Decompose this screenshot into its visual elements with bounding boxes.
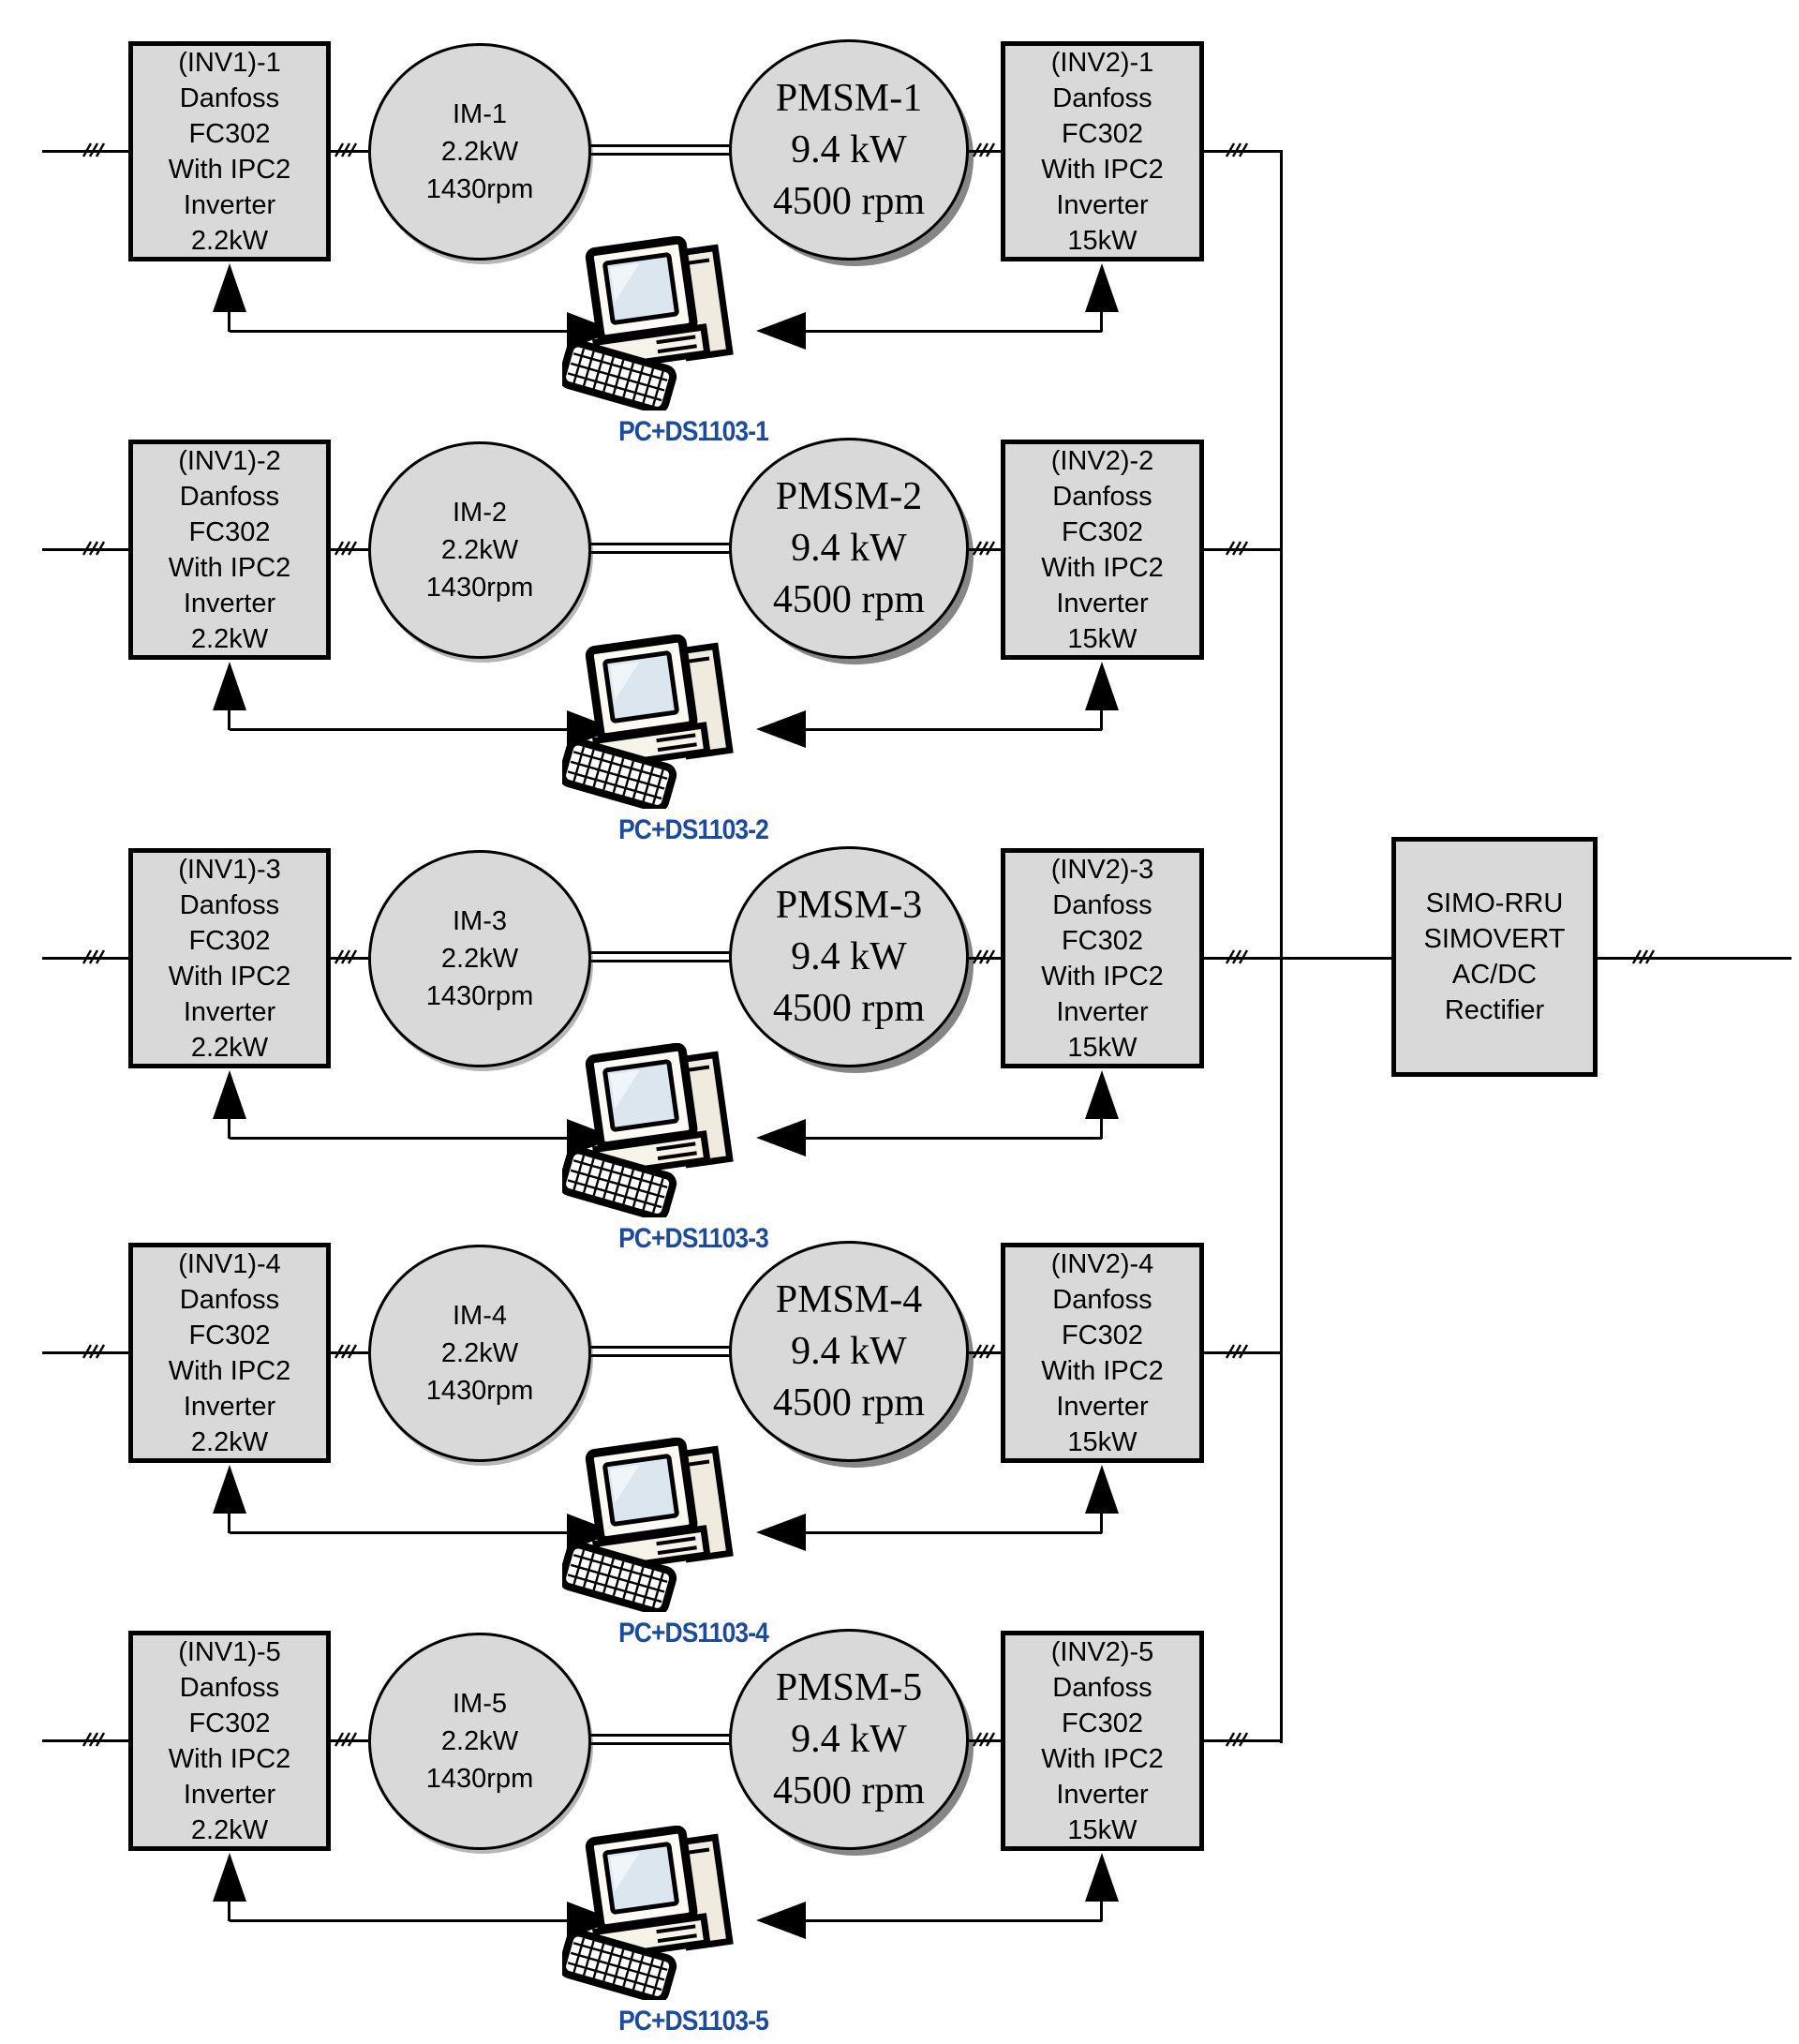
shaft-line — [581, 1346, 738, 1349]
pc-label: PC+DS1103-2 — [618, 814, 768, 845]
shaft-line — [581, 1354, 738, 1357]
inv1-box — [128, 440, 331, 660]
pc-to-inv1-line — [228, 1117, 230, 1139]
im-label: 2.2kW — [440, 1338, 519, 1368]
im-label: IM-5 — [453, 1689, 507, 1719]
inv2-label: Inverter — [1056, 189, 1149, 220]
inv1-label: (INV1)-1 — [178, 47, 281, 78]
three-phase-slash-icon — [1224, 141, 1250, 159]
pc-icon — [562, 634, 754, 809]
pc-to-inv1-line — [228, 1900, 230, 1921]
im-motor-circle — [368, 441, 591, 659]
three-phase-slash-icon — [81, 1730, 107, 1749]
pc-to-inv2-line — [1100, 1900, 1103, 1921]
shaft-line — [581, 1742, 738, 1745]
inv2-label: Inverter — [1056, 1391, 1149, 1422]
im-label: IM-2 — [453, 498, 507, 528]
shaft-line — [581, 1734, 738, 1737]
pmsm-motor-circle — [729, 1629, 969, 1850]
im-label: 1430rpm — [425, 573, 534, 603]
im-label: 1430rpm — [425, 174, 534, 204]
pc-icon — [562, 1438, 754, 1612]
pmsm-label: 9.4 kW — [791, 127, 907, 172]
arrow-into-pc-right-icon — [756, 1902, 806, 1939]
shaft-line — [581, 951, 738, 954]
inv2-label: FC302 — [1061, 925, 1144, 956]
inv2-box — [1001, 1243, 1204, 1463]
inv2-label: (INV2)-5 — [1050, 1636, 1154, 1667]
pmsm-label: PMSM-4 — [775, 1277, 923, 1321]
inv1-label: With IPC2 — [168, 1355, 291, 1386]
pc-label: PC+DS1103-3 — [618, 1223, 768, 1254]
pc-to-inv1-line — [230, 330, 567, 333]
three-phase-slash-icon — [333, 1730, 359, 1749]
inv1-label: FC302 — [188, 1708, 271, 1738]
inv1-label: Danfoss — [179, 1284, 280, 1315]
three-phase-slash-icon — [971, 1342, 997, 1361]
pc-to-inv1-line — [228, 1512, 230, 1533]
inv1-label: Danfoss — [179, 1672, 280, 1703]
pc-to-inv2-line — [806, 728, 1102, 731]
shaft-line — [581, 144, 738, 147]
inv2-box — [1001, 1631, 1204, 1851]
pmsm-motor-circle — [729, 39, 969, 261]
inv1-label: With IPC2 — [168, 154, 291, 185]
inv1-label: Danfoss — [179, 889, 280, 920]
inv2-label: 15kW — [1067, 1814, 1137, 1845]
shaft-line — [581, 551, 738, 554]
im-label: 2.2kW — [440, 944, 519, 974]
inv2-label: Danfoss — [1052, 1284, 1152, 1315]
three-phase-slash-icon — [1224, 1342, 1250, 1361]
pc-to-inv2-line — [806, 1137, 1102, 1140]
three-phase-slash-icon — [971, 1730, 997, 1749]
pc-to-inv2-line — [1100, 709, 1103, 730]
im-motor-circle — [368, 850, 591, 1067]
three-phase-slash-icon — [971, 539, 997, 558]
arrow-up-into-inv2-icon — [1085, 662, 1119, 710]
three-phase-slash-icon — [333, 947, 359, 966]
im-label: 2.2kW — [440, 137, 519, 167]
pmsm-motor-circle — [729, 1241, 969, 1462]
three-phase-slash-icon — [81, 1342, 107, 1361]
inv2-label: 15kW — [1067, 225, 1137, 256]
pc-to-inv1-line — [230, 1919, 567, 1922]
drive-test-rig-row — [0, 398, 1799, 848]
inv2-label: 15kW — [1067, 1032, 1137, 1063]
inv1-label: 2.2kW — [190, 1032, 269, 1063]
inv1-label: (INV1)-3 — [178, 854, 281, 885]
inv1-label: (INV1)-2 — [178, 445, 281, 476]
inv1-label: Inverter — [183, 1779, 276, 1810]
inv2-label: FC302 — [1061, 1320, 1144, 1350]
inv1-label: FC302 — [188, 1320, 271, 1350]
three-phase-slash-icon — [333, 1342, 359, 1361]
pc-to-inv2-line — [1100, 1512, 1103, 1533]
inv2-label: FC302 — [1061, 516, 1144, 547]
pc-to-inv2-line — [806, 1531, 1102, 1534]
arrow-into-pc-right-icon — [756, 710, 806, 748]
pmsm-label: PMSM-3 — [775, 883, 923, 927]
arrow-into-pc-right-icon — [756, 1119, 806, 1156]
drive-test-rig-row — [0, 0, 1799, 450]
three-phase-slash-icon — [333, 141, 359, 159]
pmsm-label: PMSM-1 — [775, 76, 923, 120]
inv1-label: Inverter — [183, 588, 276, 619]
arrow-up-into-inv2-icon — [1085, 1465, 1119, 1514]
inv2-label: (INV2)-4 — [1050, 1248, 1154, 1279]
inv2-label: With IPC2 — [1041, 1355, 1164, 1386]
inv2-label: FC302 — [1061, 118, 1144, 149]
pc-to-inv1-line — [228, 310, 230, 332]
pmsm-label: 4500 rpm — [772, 1768, 926, 1813]
pc-icon — [562, 1826, 754, 2000]
im-label: 1430rpm — [425, 981, 534, 1011]
inv1-label: Danfoss — [179, 481, 280, 512]
three-phase-slash-icon — [81, 539, 107, 558]
inv2-label: 15kW — [1067, 623, 1137, 654]
pmsm-label: 4500 rpm — [772, 577, 926, 621]
three-phase-slash-icon — [1224, 947, 1250, 966]
pmsm-motor-circle — [729, 438, 969, 659]
im-label: IM-3 — [453, 906, 507, 936]
three-phase-slash-icon — [1224, 539, 1250, 558]
pmsm-label: PMSM-2 — [775, 474, 923, 518]
inv2-label: Danfoss — [1052, 82, 1152, 113]
inv2-label: Inverter — [1056, 996, 1149, 1027]
inv1-label: Inverter — [183, 996, 276, 1027]
inv2-label: With IPC2 — [1041, 1743, 1164, 1774]
drive-test-rig-row — [0, 1201, 1799, 1651]
rectifier-label: SIMOVERT — [1423, 924, 1566, 954]
shaft-line — [581, 543, 738, 545]
inv2-label: Danfoss — [1052, 481, 1152, 512]
inv2-label: Inverter — [1056, 1779, 1149, 1810]
inv2-label: (INV2)-3 — [1050, 854, 1154, 885]
inv1-label: Danfoss — [179, 82, 280, 113]
inv1-box — [128, 41, 331, 261]
drive-test-rig-row — [0, 1589, 1799, 2039]
arrow-up-into-inv1-icon — [213, 1853, 246, 1902]
im-label: 2.2kW — [440, 535, 519, 565]
inv1-box — [128, 1631, 331, 1851]
inv1-label: (INV1)-5 — [178, 1636, 281, 1667]
pc-label: PC+DS1103-5 — [618, 2006, 768, 2037]
im-motor-circle — [368, 1633, 591, 1850]
arrow-up-into-inv1-icon — [213, 263, 246, 312]
three-phase-slash-icon — [971, 947, 997, 966]
im-label: 2.2kW — [440, 1726, 519, 1756]
rectifier-label: AC/DC — [1451, 960, 1538, 990]
arrow-up-into-inv2-icon — [1085, 263, 1119, 312]
inv1-label: FC302 — [188, 925, 271, 956]
drive-test-rig-row — [0, 807, 1799, 1257]
shaft-line — [581, 153, 738, 156]
pc-to-inv2-line — [806, 1919, 1102, 1922]
arrow-up-into-inv2-icon — [1085, 1853, 1119, 1902]
pc-to-inv2-line — [806, 330, 1102, 333]
pc-label: PC+DS1103-1 — [618, 416, 768, 447]
pmsm-motor-circle — [729, 846, 969, 1067]
three-phase-slash-icon — [971, 141, 997, 159]
rectifier-label: SIMO-RRU — [1425, 888, 1564, 918]
im-motor-circle — [368, 43, 591, 261]
inv1-label: 2.2kW — [190, 225, 269, 256]
pmsm-label: 4500 rpm — [772, 986, 926, 1030]
im-label: 1430rpm — [425, 1376, 534, 1406]
pmsm-label: 9.4 kW — [791, 526, 907, 570]
pc-icon — [562, 236, 754, 410]
inv1-label: With IPC2 — [168, 1743, 291, 1774]
pc-to-inv1-line — [230, 728, 567, 731]
three-phase-slash-icon — [1224, 1730, 1250, 1749]
three-phase-slash-icon — [81, 141, 107, 159]
pc-to-inv2-line — [1100, 1117, 1103, 1139]
inv1-label: With IPC2 — [168, 961, 291, 992]
inv1-label: FC302 — [188, 516, 271, 547]
pc-label: PC+DS1103-4 — [618, 1618, 768, 1649]
pmsm-label: 9.4 kW — [791, 1329, 907, 1373]
inv2-label: 15kW — [1067, 1426, 1137, 1457]
inv2-box — [1001, 848, 1204, 1068]
inv2-label: FC302 — [1061, 1708, 1144, 1738]
inv1-label: FC302 — [188, 118, 271, 149]
pc-icon — [562, 1043, 754, 1217]
three-phase-slash-icon — [81, 947, 107, 966]
inv1-box — [128, 848, 331, 1068]
im-label: IM-4 — [453, 1301, 507, 1331]
pc-to-inv1-line — [230, 1531, 567, 1534]
arrow-up-into-inv1-icon — [213, 1465, 246, 1514]
inv1-label: With IPC2 — [168, 552, 291, 583]
pc-to-inv1-line — [230, 1137, 567, 1140]
inv2-label: With IPC2 — [1041, 154, 1164, 185]
arrow-into-pc-right-icon — [756, 1514, 806, 1551]
inv2-label: Danfoss — [1052, 889, 1152, 920]
pmsm-label: PMSM-5 — [775, 1665, 923, 1709]
pc-to-inv2-line — [1100, 310, 1103, 332]
inv1-label: 2.2kW — [190, 1814, 269, 1845]
inv2-label: With IPC2 — [1041, 961, 1164, 992]
inv2-label: (INV2)-2 — [1050, 445, 1154, 476]
pmsm-label: 9.4 kW — [791, 1717, 907, 1761]
inv1-label: 2.2kW — [190, 623, 269, 654]
inv2-label: (INV2)-1 — [1050, 47, 1154, 78]
three-phase-slash-icon — [333, 539, 359, 558]
inv2-label: With IPC2 — [1041, 552, 1164, 583]
im-label: 1430rpm — [425, 1764, 534, 1794]
inv2-box — [1001, 440, 1204, 660]
shaft-line — [581, 960, 738, 962]
arrow-into-pc-right-icon — [756, 312, 806, 350]
pmsm-label: 4500 rpm — [772, 179, 926, 223]
arrow-up-into-inv2-icon — [1085, 1070, 1119, 1119]
inv1-box — [128, 1243, 331, 1463]
inv1-label: 2.2kW — [190, 1426, 269, 1457]
im-motor-circle — [368, 1245, 591, 1462]
inv2-box — [1001, 41, 1204, 261]
pmsm-label: 4500 rpm — [772, 1380, 926, 1425]
pmsm-label: 9.4 kW — [791, 934, 907, 978]
inv2-label: Inverter — [1056, 588, 1149, 619]
arrow-up-into-inv1-icon — [213, 1070, 246, 1119]
im-label: IM-1 — [453, 99, 507, 129]
inv2-label: Danfoss — [1052, 1672, 1152, 1703]
arrow-up-into-inv1-icon — [213, 662, 246, 710]
inv1-label: Inverter — [183, 189, 276, 220]
inv1-label: (INV1)-4 — [178, 1248, 281, 1279]
pc-to-inv1-line — [228, 709, 230, 730]
rectifier-label: Rectifier — [1444, 995, 1545, 1025]
inv1-label: Inverter — [183, 1391, 276, 1422]
